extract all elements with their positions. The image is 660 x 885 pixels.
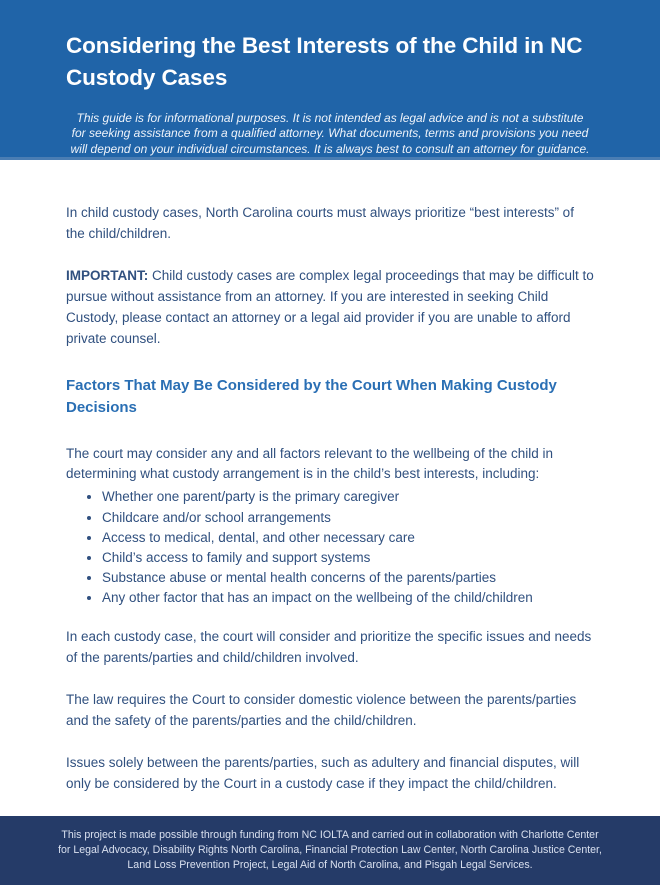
factors-intro-paragraph: The court may consider any and all factors relevant to the wellbeing of the child in determining what custody arrangement is in the child’s best interests, including: (66, 445, 554, 482)
footer-text: This project is made possible through funding from NC IOLTA and carried out in collaboration with Charlotte Center for Legal Advocacy, Disability Rights North Carolina, Financial Protection Law Center, North Carolina Justice Center, Land Loss Prevention Project, Legal Aid of North Carolina, and Pisgah Legal Services. (58, 829, 602, 871)
closing-paragraph: In each custody case, the court will consider and prioritize the specific issues and needs of the parents/parties and child/children involved. (66, 629, 592, 666)
document-body (0, 160, 660, 816)
factor-item: • Substance abuse or mental health concerns of the parents/parties (102, 568, 594, 587)
closing-paragraph: The law requires the Court to consider domestic violence between the parents/parties and the safety of the parents/parties and the child/children. (66, 692, 577, 729)
page-title: Considering the Best Interests of the Child in NC Custody Cases (66, 33, 583, 90)
section-heading: Factors That May Be Considered by the Court When Making Custody Decisions (66, 376, 557, 417)
important-text: Child custody cases are complex legal proceedings that may be difficult to pursue without assistance from an attorney. If you are interested in seeking Child Custody, please contact an attorney or a legal aid provider if you are unable to afford private counsel. (66, 267, 594, 346)
footer-banner (0, 816, 660, 885)
factor-item: • Any other factor that has an impact on the wellbeing of the child/children (102, 588, 594, 607)
factors-list (66, 487, 594, 607)
important-paragraph (66, 266, 594, 350)
factor-item: • Whether one parent/party is the primary caregiver (102, 487, 594, 506)
factor-item: • Access to medical, dental, and other necessary care (102, 528, 594, 547)
important-label: IMPORTANT: (66, 267, 149, 283)
factor-item: • Child’s access to family and support systems (102, 548, 594, 567)
header-disclaimer: This guide is for informational purposes. It is not intended as legal advice and is not a substitute for seeking assistance from a qualified attorney. What documents, terms and provisions you need will depend on your individual circumstances. It is always best to consult an attorney for guidance. (70, 110, 590, 156)
factor-item: • Childcare and/or school arrangements (102, 508, 594, 527)
intro-paragraph: In child custody cases, North Carolina courts must always prioritize “best interests” of the child/children. (66, 205, 574, 241)
closing-paragraph: Issues solely between the parents/parties, such as adultery and financial disputes, will only be considered by the Court in a custody case if they impact the child/children. (66, 755, 580, 791)
header-banner (0, 0, 660, 160)
